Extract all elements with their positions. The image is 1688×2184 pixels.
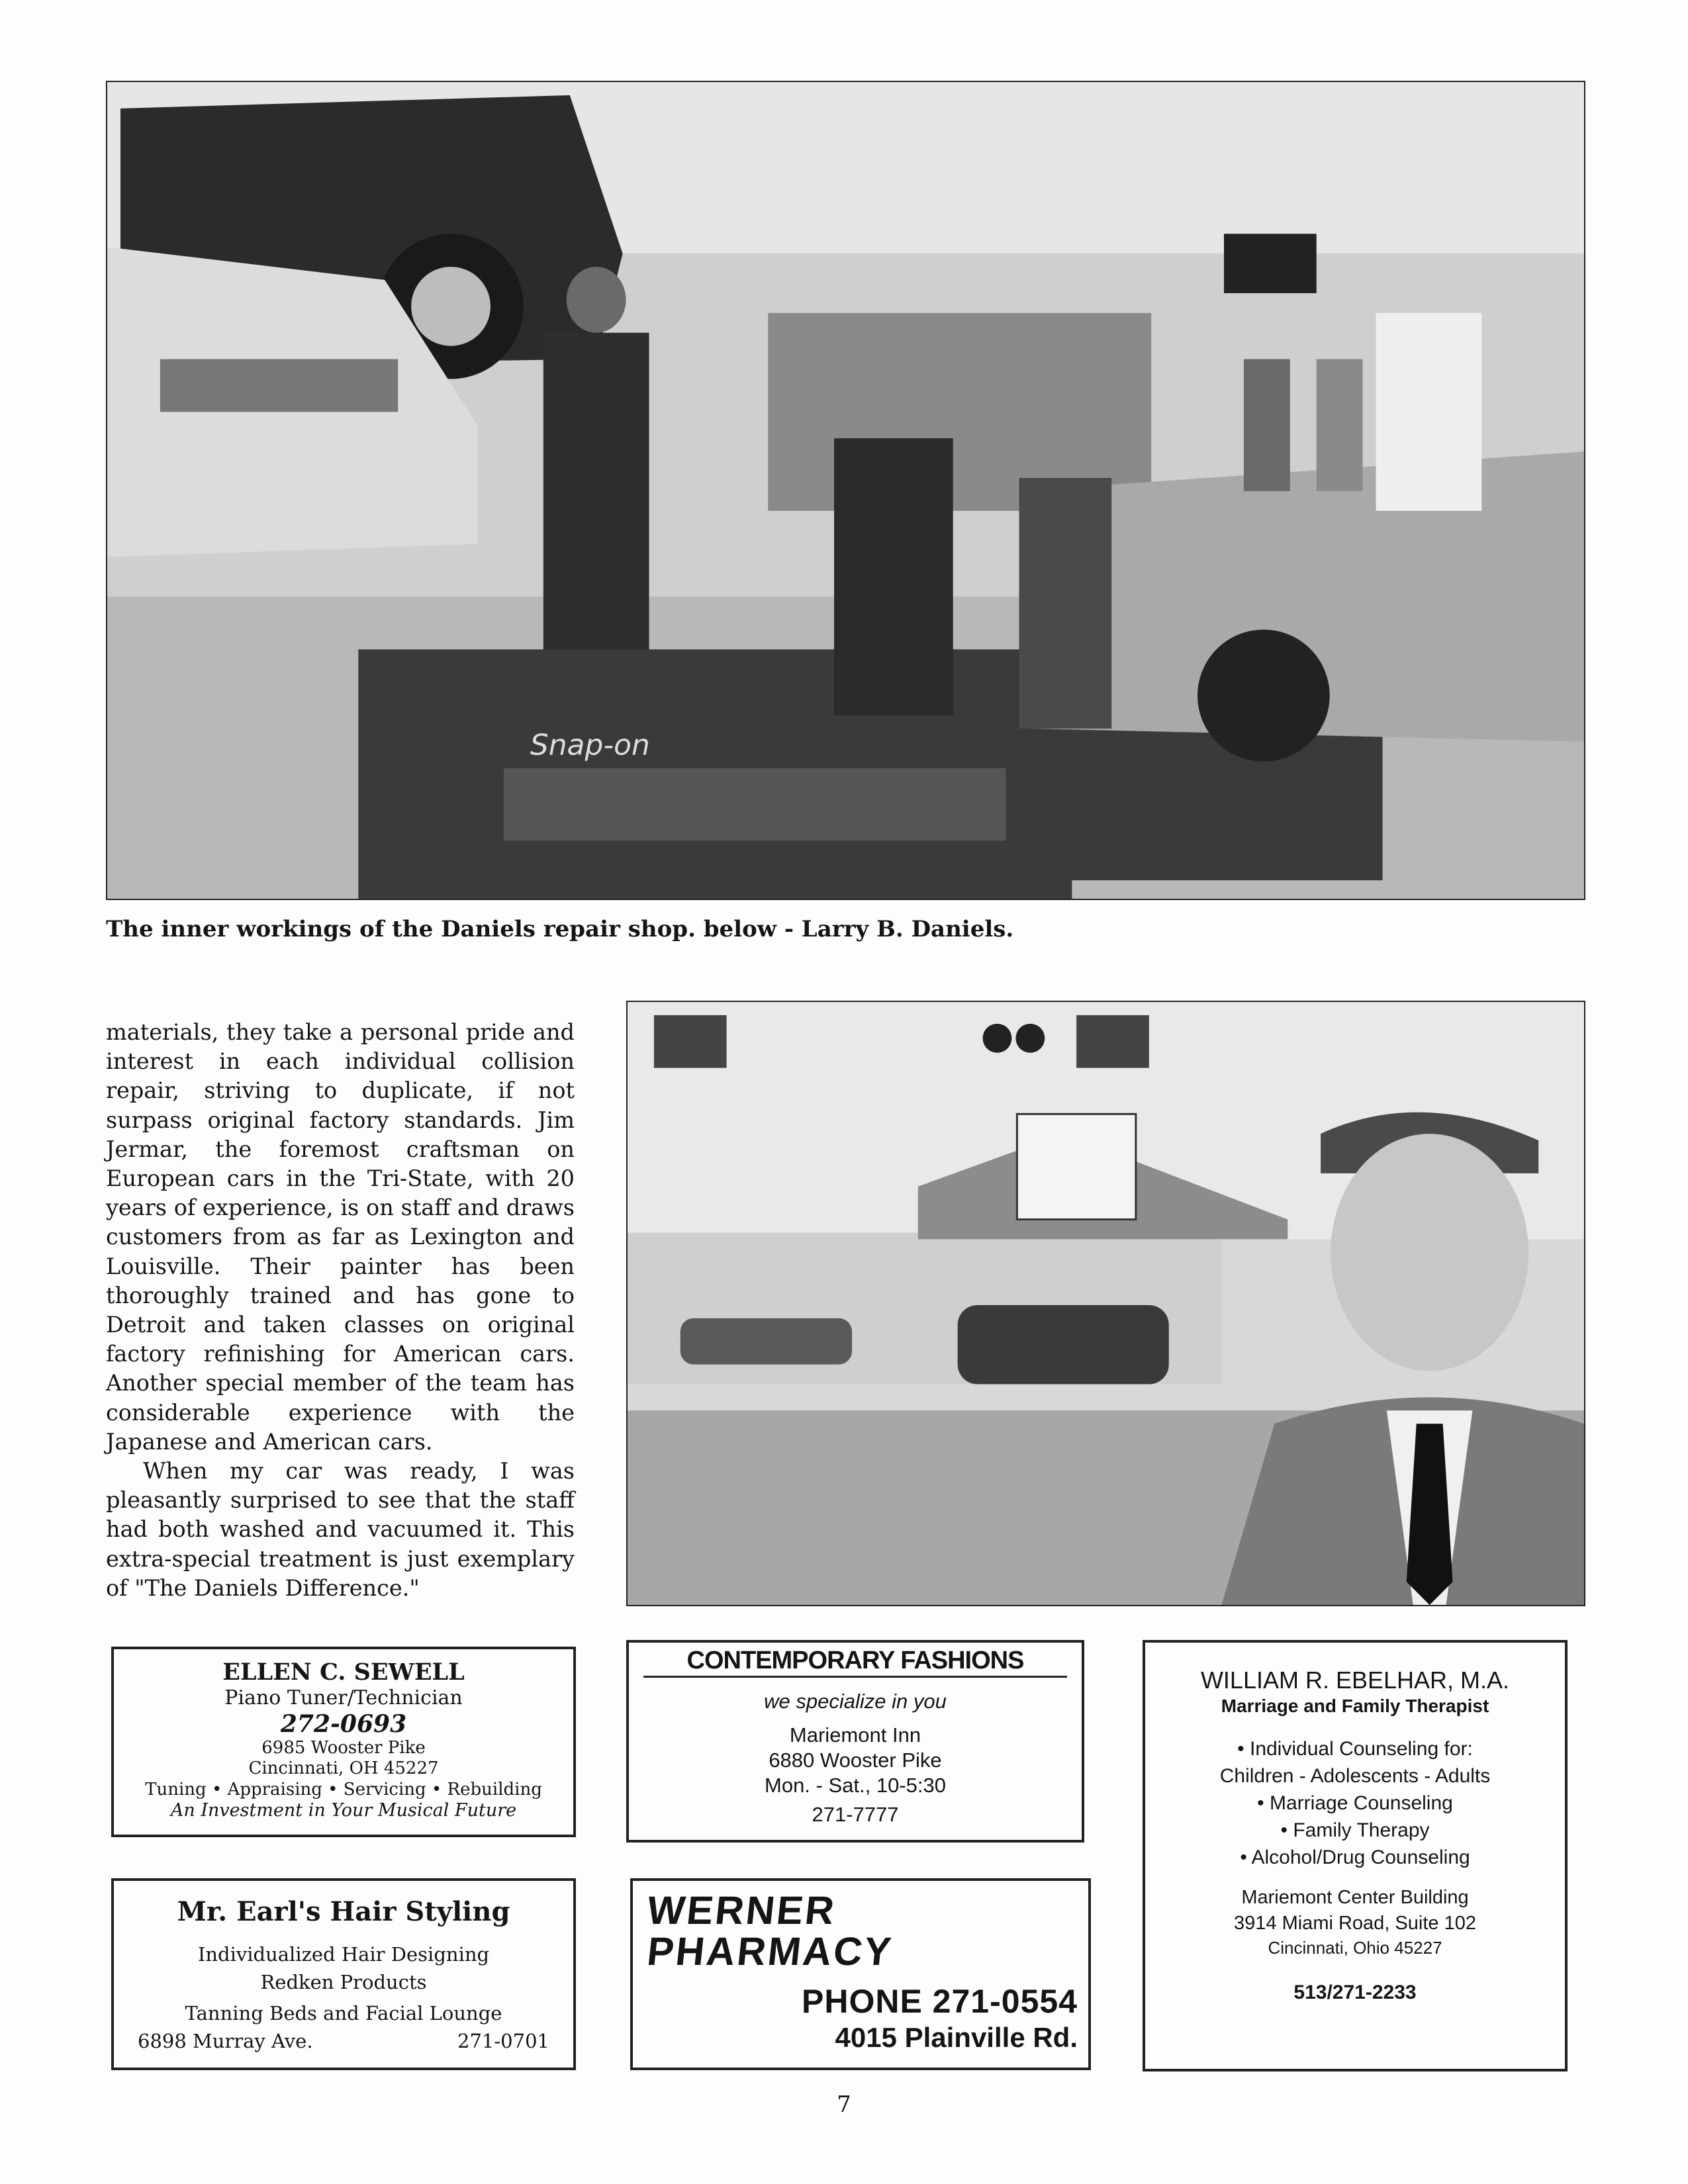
sewell-title: Piano Tuner/Technician bbox=[224, 1686, 463, 1709]
repair-shop-illustration bbox=[107, 82, 1584, 899]
fashions-tagline: we specialize in you bbox=[764, 1690, 947, 1713]
earl-name: Mr. Earl's Hair Styling bbox=[177, 1896, 510, 1927]
earl-contact-row bbox=[114, 2028, 573, 2054]
fashions-location: Mariemont Inn bbox=[789, 1723, 921, 1747]
earl-line-2: Redken Products bbox=[260, 1971, 427, 1993]
earl-line-3: Tanning Beds and Facial Lounge bbox=[185, 2002, 502, 2025]
fashions-address: 6880 Wooster Pike bbox=[769, 1749, 942, 1772]
portrait-photo bbox=[626, 1001, 1585, 1606]
sewell-address-2: Cincinnati, OH 45227 bbox=[248, 1758, 439, 1778]
werner-name-2: PHARMACY bbox=[645, 1929, 896, 1974]
werner-address: 4015 Plainville Rd. bbox=[835, 2022, 1078, 2053]
ebelhar-service-1: • Individual Counseling for: bbox=[1237, 1738, 1473, 1760]
fashions-name: CONTEMPORARY FASHIONS bbox=[686, 1647, 1024, 1674]
ebelhar-service-3: • Marriage Counseling bbox=[1257, 1792, 1453, 1814]
ebelhar-name: WILLIAM R. EBELHAR, M.A. bbox=[1200, 1666, 1510, 1694]
ad-contemporary-fashions bbox=[626, 1640, 1084, 1843]
fashions-hours: Mon. - Sat., 10-5:30 bbox=[765, 1774, 946, 1797]
photo-caption: The inner workings of the Daniels repair shop. below - Larry B. Daniels. bbox=[106, 916, 1014, 942]
ebelhar-title: Marriage and Family Therapist bbox=[1221, 1696, 1489, 1716]
sewell-tagline: An Investment in Your Musical Future bbox=[170, 1800, 517, 1821]
shop-exterior-illustration bbox=[628, 1002, 1584, 1605]
fashions-phone: 271-7777 bbox=[812, 1803, 899, 1826]
ebelhar-address: 3914 Miami Road, Suite 102 bbox=[1234, 1913, 1476, 1934]
sewell-phone: 272-0693 bbox=[280, 1710, 407, 1738]
ebelhar-phone: 513/271-2233 bbox=[1293, 1981, 1417, 2003]
article-text bbox=[106, 1018, 575, 1627]
ebelhar-service-2: Children - Adolescents - Adults bbox=[1219, 1765, 1491, 1787]
article-paragraph-2: When my car was ready, I was pleasantly surprised to see that the staff had both washed and vacuumed it. This extra-special treatment is just exemplary of "The Daniels Difference." bbox=[106, 1458, 575, 1601]
ad-mr-earls-hair-styling bbox=[111, 1878, 576, 2070]
ebelhar-service-4: • Family Therapy bbox=[1280, 1819, 1430, 1841]
sewell-services: Tuning • Appraising • Servicing • Rebuilding bbox=[145, 1780, 542, 1799]
earl-line-1: Individualized Hair Designing bbox=[197, 1943, 490, 1966]
ebelhar-building: Mariemont Center Building bbox=[1241, 1887, 1469, 1908]
earl-phone: 271-0701 bbox=[457, 2030, 549, 2052]
werner-phone: PHONE 271-0554 bbox=[801, 1983, 1078, 2020]
ad-werner-pharmacy bbox=[630, 1878, 1091, 2070]
article-paragraph-1: materials, they take a personal pride and interest in each individual collision repair, striving to duplicate, if not surpass original factory standards. Jim Jermar, the foremost craftsman on European cars in the Tri-State, with 20 years of experience, is on staff and draws customers from as far as Lexington and Louisville. Their painter has been thoroughly trained and has gone to Detroit and taken classes on original factory refinishing for American cars. Another special member of the team has considerable experience with the Japanese and American cars. bbox=[106, 1019, 575, 1455]
werner-name-1: WERNER bbox=[645, 1888, 839, 1933]
sewell-name: ELLEN C. SEWELL bbox=[222, 1659, 465, 1686]
ad-ellen-sewell bbox=[111, 1647, 576, 1837]
ebelhar-service-5: • Alcohol/Drug Counseling bbox=[1240, 1846, 1470, 1868]
snap-on-logo: Snap-on bbox=[530, 728, 650, 762]
fashions-rule bbox=[643, 1676, 1067, 1678]
earl-address: 6898 Murray Ave. bbox=[138, 2030, 313, 2052]
page-number: 7 bbox=[837, 2091, 851, 2118]
ad-william-ebelhar bbox=[1143, 1640, 1568, 2071]
ebelhar-city: Cincinnati, Ohio 45227 bbox=[1268, 1938, 1442, 1958]
sewell-address-1: 6985 Wooster Pike bbox=[261, 1738, 426, 1758]
repair-shop-photo bbox=[106, 81, 1585, 900]
